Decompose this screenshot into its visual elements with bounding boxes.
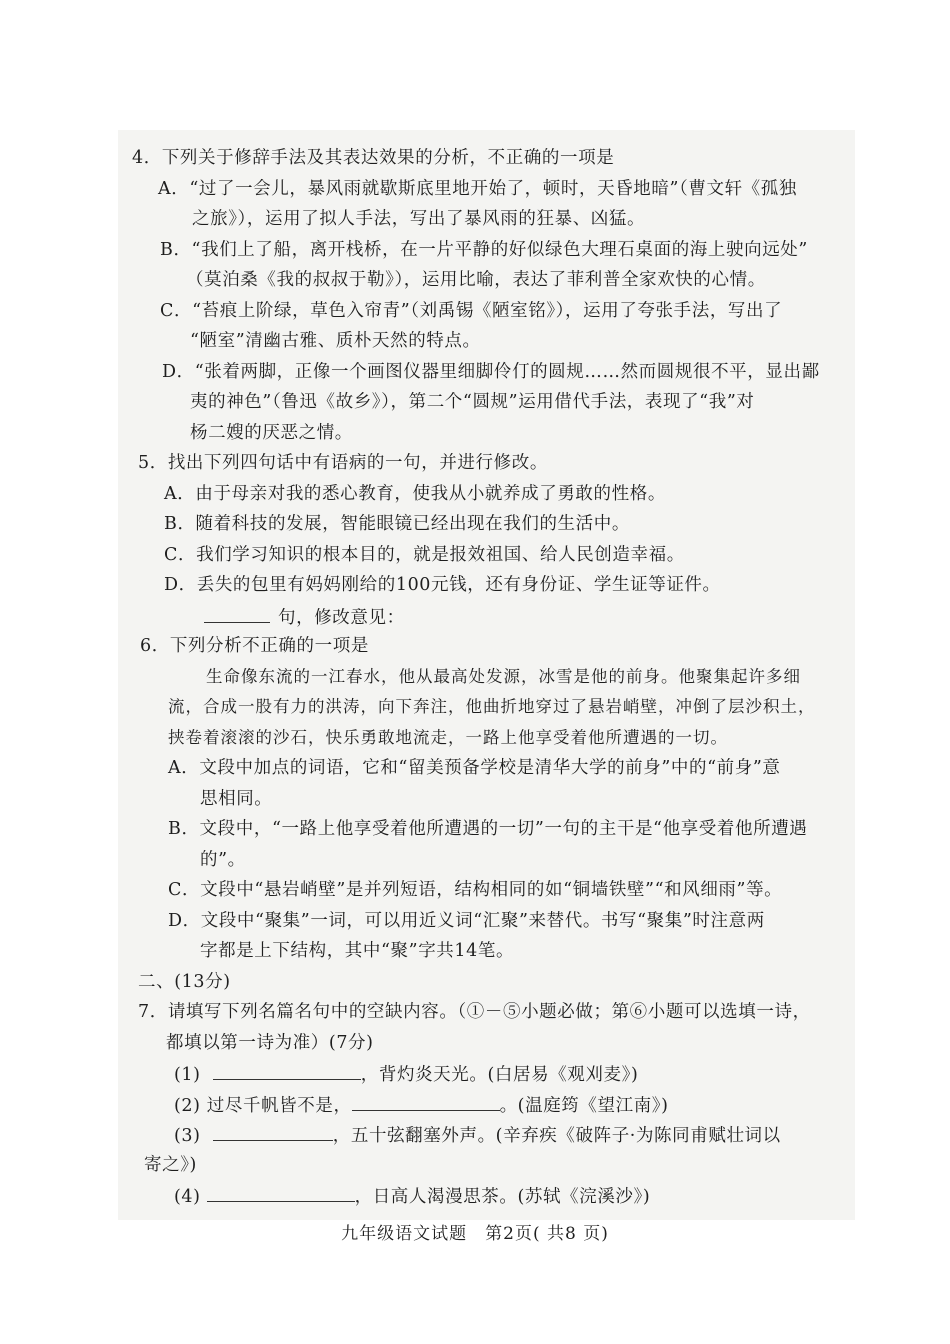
q5-answer-label: 句，修改意见： [278,607,405,628]
q6-option-c: C．文段中“悬岩峭壁”是并列短语，结构相同的如“铜墙铁壁”“和风细雨”等。 [168,880,783,900]
q7-item-3 [174,1122,781,1148]
q5-answer-blank[interactable] [204,604,270,623]
q4-option-d-line1: D．“张着两脚，正像一个画图仪器里细脚伶仃的圆规……然而圆规很不平，显出鄙 [162,361,820,382]
q7-item-2 [174,1092,669,1118]
q7-item-4-text: ，日高人渴漫思茶。(苏轼《浣溪沙》) [354,1187,651,1207]
q4-option-c-line2: “陋室”清幽古雅、质朴天然的特点。 [190,331,481,351]
q4-option-d-line2: 夷的神色”（鲁迅《故乡》），第二个“圆规”运用借代手法，表现了“我”对 [190,392,755,412]
page-margin-top [0,0,950,130]
q6-passage-line3: 挟卷着滚滚的沙石，快乐勇敢地流走，一路上他享受着他所遭遇的一切。 [168,727,728,747]
q6-option-a-line2: 思相同。 [200,788,273,809]
q5-option-c: C．我们学习知识的根本目的，就是报效祖国、给人民创造幸福。 [164,544,685,565]
page-margin-left [0,0,118,1344]
q7-item-1-number: (1) [174,1065,201,1085]
q7-item-2-text: 过尽千帆皆不是， [206,1095,352,1116]
q5-answer-line [204,604,405,630]
q6-passage-line2: 流，合成一股有力的洪涛，向下奔注，他曲折地穿过了悬岩峭壁，冲倒了层沙积土， [168,697,816,716]
q4-option-b-line1: B．“我们上了船，离开栈桥，在一片平静的好似绿色大理石桌面的海上驶向远处” [160,239,808,260]
q7-item-2-tail: 。(温庭筠《望江南》) [499,1095,669,1116]
q6-option-b-line1: B．文段中，“一路上他享受着他所遭遇的一切”一句的主干是“他享受着他所遭遇 [168,819,808,839]
q7-item-4-blank[interactable] [207,1183,355,1202]
q4-stem: 4．下列关于修辞手法及其表达效果的分析，不正确的一项是 [132,148,615,168]
q6-option-d-line1: D．文段中“聚集”一词，可以用近义词“汇聚”来替代。书写“聚集”时注意两 [168,910,765,931]
q6-option-d-line2: 字都是上下结构，其中“聚”字共14笔。 [200,941,515,961]
q7-item-3-text: ，五十弦翻塞外声。(辛弃疾《破阵子·为陈同甫赋壮词以 [332,1126,781,1146]
q7-item-3-blank[interactable] [213,1122,333,1141]
q4-option-b-line2: （莫泊桑《我的叔叔于勒》），运用比喻，表达了菲利普全家欢快的心情。 [186,270,766,290]
q7-stem-line2: 都填以第一诗为准）(7分) [166,1032,374,1053]
q5-option-a: A．由于母亲对我的悉心教育，使我从小就养成了勇敢的性格。 [164,483,666,504]
q4-option-a-line1: A．“过了一会儿，暴风雨就歇斯底里地开始了，顿时，天昏地暗”（曹文轩《孤独 [158,178,797,199]
q5-stem: 5．找出下列四句话中有语病的一句，并进行修改。 [138,453,548,473]
q7-item-3-tail: 寄之》) [144,1154,197,1175]
q6-option-a-line1: A．文段中加点的词语，它和“留美预备学校是清华大学的前身”中的“前身”意 [168,758,781,778]
q4-option-a-line2: 之旅》），运用了拟人手法，写出了暴风雨的狂暴、凶猛。 [192,209,646,229]
q7-item-1 [174,1061,638,1087]
q4-option-c-line1: C．“苔痕上阶绿，草色入帘青”（刘禹锡《陋室铭》），运用了夸张手法，写出了 [160,300,783,321]
q7-item-1-text: ，背灼炎天光。(白居易《观刈麦》) [360,1065,639,1085]
q7-item-2-number: (2) [174,1095,201,1116]
q7-item-4 [174,1183,650,1209]
q6-passage-line1: 生命像东流的一江春水，他从最高处发源，冰雪是他的前身。他聚集起许多细 [206,666,801,686]
page-margin-right [855,0,950,1344]
q5-option-b: B．随着科技的发展，智能眼镜已经出现在我们的生活中。 [164,514,630,534]
section-2-heading: 二、(13分) [138,971,231,992]
q6-stem: 6．下列分析不正确的一项是 [140,636,369,656]
q6-option-b-line2: 的”。 [200,849,246,870]
q5-option-d: D．丢失的包里有妈妈刚给的100元钱，还有身份证、学生证等证件。 [164,575,721,595]
q7-item-2-blank[interactable] [352,1092,500,1111]
page-footer: 九年级语文试题 第2页( 共8 页) [341,1224,609,1244]
q7-stem-line1: 7．请填写下列名篇名句中的空缺内容。（①－⑤小题必做；第⑥小题可以选填一诗， [138,1002,811,1022]
q4-option-d-line3: 杨二嫂的厌恶之情。 [190,422,353,443]
q7-item-3-number: (3) [174,1126,201,1146]
q7-item-4-number: (4) [174,1187,201,1207]
q7-item-1-blank[interactable] [213,1061,361,1080]
